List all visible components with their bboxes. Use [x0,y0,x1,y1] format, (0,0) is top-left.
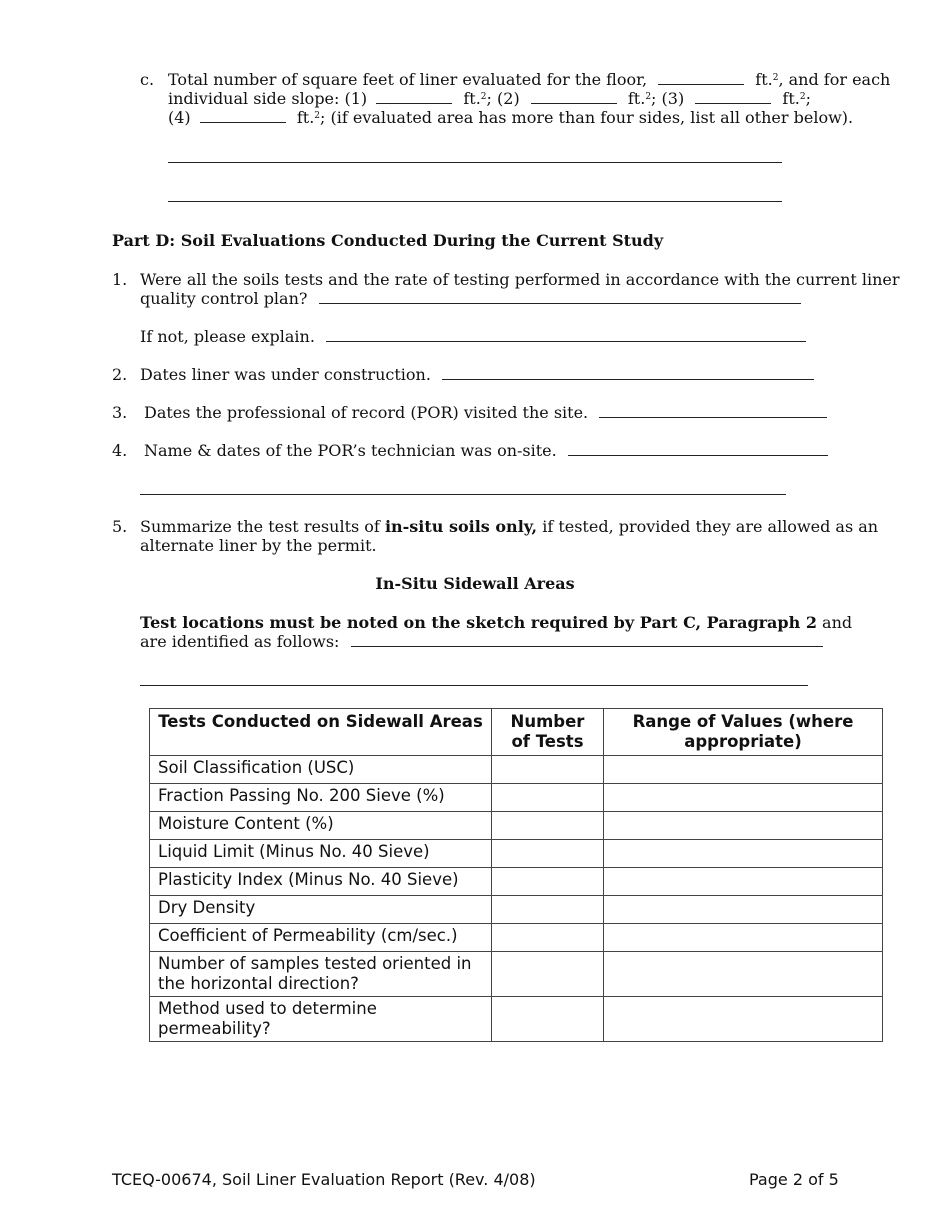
test-name: Method used to determine permeability? [150,997,492,1042]
insitu-note-line-2: are identified as follows: [140,632,823,651]
q5-line-1: Summarize the test results of in-situ soils only, if tested, provided they are allowed as an [140,517,879,536]
test-name: Liquid Limit (Minus No. 40 Sieve) [150,840,492,868]
header-range-of-values: Range of Values (where appropriate) [604,709,883,756]
range-of-values-cell[interactable] [604,896,883,924]
construction-dates-field[interactable] [442,365,814,380]
q2-number: 2. [112,365,128,384]
floor-area-field[interactable] [658,70,744,85]
range-of-values-cell[interactable] [604,868,883,896]
table-row [150,812,883,840]
q3-line: Dates the professional of record (POR) visited the site. [144,403,827,422]
range-of-values-cell[interactable] [604,952,883,997]
table-header-row [150,709,883,756]
item-c-line-3: (4) ft.$^2$; (if evaluated area has more than four sides, list all other below). [168,108,854,127]
q3-number: 3. [112,403,128,422]
number-of-tests-cell[interactable] [492,756,604,784]
test-name: Coefficient of Permeability (cm/sec.) [150,924,492,952]
range-of-values-cell[interactable] [604,840,883,868]
insitu-heading: In-Situ Sidewall Areas [375,574,575,593]
other-sides-line-1[interactable] [168,162,782,163]
side-slope-3-field[interactable] [695,89,771,104]
technician-dates-line-2[interactable] [140,494,786,495]
q5-number: 5. [112,517,128,536]
side-slope-1-field[interactable] [376,89,452,104]
range-of-values-cell[interactable] [604,756,883,784]
test-locations-field[interactable] [351,632,823,647]
table-row [150,868,883,896]
range-of-values-cell[interactable] [604,997,883,1042]
table-row [150,756,883,784]
test-name: Soil Classification (USC) [150,756,492,784]
insitu-note-line-1: Test locations must be noted on the sketch required by Part C, Paragraph 2 and [140,613,853,632]
table-row [150,997,883,1042]
q2-line: Dates liner was under construction. [140,365,814,384]
qc-plan-answer-field[interactable] [319,289,801,304]
item-c-each-text: , and for each [778,70,891,89]
number-of-tests-cell[interactable] [492,952,604,997]
item-c-floor-text: Total number of square feet of liner evaluated for the floor, [168,70,648,89]
header-number-of-tests: Number of Tests [492,709,604,756]
item-c-label: c. [140,70,155,89]
side-slope-4-field[interactable] [200,108,286,123]
footer-form-id: TCEQ-00674, Soil Liner Evaluation Report (Rev. 4/08) [112,1170,536,1189]
table-row [150,784,883,812]
test-name: Moisture Content (%) [150,812,492,840]
por-visit-dates-field[interactable] [599,403,827,418]
test-name: Plasticity Index (Minus No. 40 Sieve) [150,868,492,896]
table-row [150,896,883,924]
q4-line: Name & dates of the POR’s technician was on-site. [144,441,828,460]
q4-number: 4. [112,441,128,460]
table-row [150,840,883,868]
technician-dates-field[interactable] [568,441,828,456]
test-locations-line-2[interactable] [140,685,808,686]
footer-page-number: Page 2 of 5 [749,1170,839,1189]
header-tests-conducted: Tests Conducted on Sidewall Areas [150,709,492,756]
q5-line-2: alternate liner by the permit. [140,536,377,555]
number-of-tests-cell[interactable] [492,997,604,1042]
item-c-line-1: Total number of square feet of liner evaluated for the floor, ft.$^2$, and for each [168,70,891,89]
q1-number: 1. [112,270,128,289]
part-d-heading: Part D: Soil Evaluations Conducted During the Current Study [112,231,664,250]
test-name: Dry Density [150,896,492,924]
q1-explain: If not, please explain. [140,327,806,346]
sidewall-tests-table [149,708,883,1042]
range-of-values-cell[interactable] [604,924,883,952]
other-sides-line-2[interactable] [168,201,782,202]
number-of-tests-cell[interactable] [492,784,604,812]
item-c-line-2: individual side slope: (1) ft.$^2$; (2) ft.$^2$; (3) ft.$^2$; [168,89,811,108]
q1-line-2: quality control plan? [140,289,801,308]
number-of-tests-cell[interactable] [492,896,604,924]
test-name: Fraction Passing No. 200 Sieve (%) [150,784,492,812]
table-row [150,924,883,952]
side-slope-2-field[interactable] [531,89,617,104]
test-name: Number of samples tested oriented in the horizontal direction? [150,952,492,997]
range-of-values-cell[interactable] [604,812,883,840]
unit: ft. [755,70,773,89]
q1-line-1: Were all the soils tests and the rate of testing performed in accordance with the current liner [140,270,900,289]
number-of-tests-cell[interactable] [492,840,604,868]
explain-field[interactable] [326,327,806,342]
range-of-values-cell[interactable] [604,784,883,812]
number-of-tests-cell[interactable] [492,868,604,896]
table-row [150,952,883,997]
number-of-tests-cell[interactable] [492,924,604,952]
number-of-tests-cell[interactable] [492,812,604,840]
